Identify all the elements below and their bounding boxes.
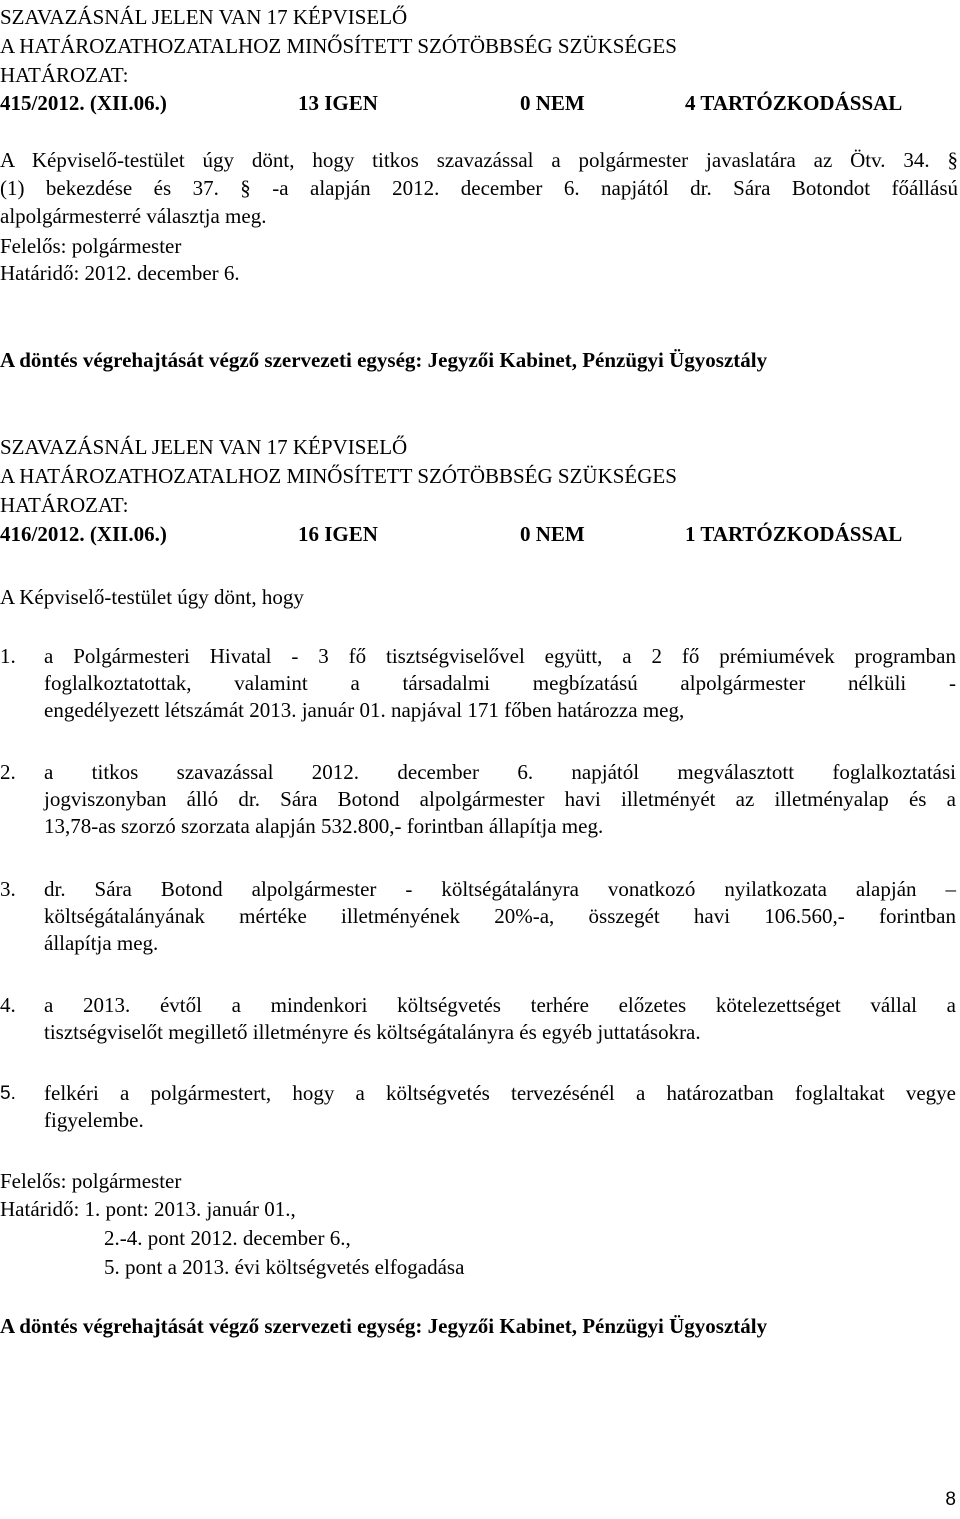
section2-resolution-number: 416/2012. (XII.06.) — [0, 522, 167, 546]
list-item-line: 13,78-as szorzó szorzata alapján 532.800,- forintban állapítja meg. — [44, 814, 604, 838]
list-item-line: a titkos szavazással 2012. december 6. napjától megválasztott foglalkoztatási — [44, 760, 956, 784]
section2-header-line2: A HATÁROZATHOZATALHOZ MINŐSÍTETT SZÓTÖBBSÉG SZÜKSÉGES — [0, 464, 677, 488]
list-item-line: engedélyezett létszámát 2013. január 01. napjával 171 főben határozza meg, — [44, 698, 685, 722]
list-item-line: felkéri a polgármestert, hogy a költségvetés tervezésénél a határozatban foglaltakat vegye — [44, 1081, 956, 1105]
section1-header-line1: SZAVAZÁSNÁL JELEN VAN 17 KÉPVISELŐ — [0, 5, 408, 29]
section2-header-line1: SZAVAZÁSNÁL JELEN VAN 17 KÉPVISELŐ — [0, 435, 408, 459]
section1-votes-abstain: 4 TARTÓZKODÁSSAL — [685, 91, 903, 115]
section1-body-line: alpolgármesterré választja meg. — [0, 204, 267, 228]
section2-votes-no: 0 NEM — [520, 522, 585, 546]
list-item-number: 3. — [0, 877, 16, 901]
list-item-line: jogviszonyban álló dr. Sára Botond alpolgármester havi illetményét az illetményalap és a — [44, 787, 956, 811]
section2-header-line3: HATÁROZAT: — [0, 493, 129, 517]
section2-deadline-line1: Határidő: 1. pont: 2013. január 01., — [0, 1197, 296, 1221]
section1-resolution-number: 415/2012. (XII.06.) — [0, 91, 167, 115]
section2-responsible: Felelős: polgármester — [0, 1169, 182, 1193]
list-item-line: figyelembe. — [44, 1108, 144, 1132]
section2-votes-yes: 16 IGEN — [298, 522, 378, 546]
list-item-number: 4. — [0, 993, 16, 1017]
section1-deadline: Határidő: 2012. december 6. — [0, 261, 240, 285]
section1-votes-no: 0 NEM — [520, 91, 585, 115]
section2-executor: A döntés végrehajtását végző szervezeti egység: Jegyzői Kabinet, Pénzügyi Ügyosztály — [0, 1314, 768, 1338]
section1-responsible: Felelős: polgármester — [0, 234, 182, 258]
list-item-line: foglalkoztatottak, valamint a társadalmi megbízatású alpolgármester nélküli - — [44, 671, 956, 695]
section1-header-line3: HATÁROZAT: — [0, 63, 129, 87]
list-item-line: a 2013. évtől a mindenkori költségvetés terhére előzetes kötelezettséget vállal a — [44, 993, 956, 1017]
section2-intro: A Képviselő-testület úgy dönt, hogy — [0, 585, 304, 609]
section2-votes-abstain: 1 TARTÓZKODÁSSAL — [685, 522, 903, 546]
section1-executor: A döntés végrehajtását végző szervezeti egység: Jegyzői Kabinet, Pénzügyi Ügyosztály — [0, 348, 768, 372]
list-item-number: 5. — [0, 1083, 16, 1104]
section2-deadline-line2: 2.-4. pont 2012. december 6., — [104, 1226, 351, 1250]
list-item-line: a Polgármesteri Hivatal - 3 fő tisztségviselővel együtt, a 2 fő prémiumévek programban — [44, 644, 956, 668]
list-item-line: költségátalányának mértéke illetményének 20%-a, összegét havi 106.560,- forintban — [44, 904, 956, 928]
list-item-line: tisztségviselőt megillető illetményre és költségátalányra és egyéb juttatásokra. — [44, 1020, 701, 1044]
list-item-line: dr. Sára Botond alpolgármester - költségátalányra vonatkozó nyilatkozata alapján – — [44, 877, 956, 901]
section2-deadline-line3: 5. pont a 2013. évi költségvetés elfogadása — [104, 1255, 465, 1279]
list-item-number: 2. — [0, 760, 16, 784]
page-number: 8 — [945, 1489, 956, 1510]
section1-body-line: A Képviselő-testület úgy dönt, hogy titkos szavazással a polgármester javaslatára az Ötv. 34. § — [0, 148, 958, 172]
list-item-number: 1. — [0, 644, 16, 668]
section1-header-line2: A HATÁROZATHOZATALHOZ MINŐSÍTETT SZÓTÖBBSÉG SZÜKSÉGES — [0, 34, 677, 58]
section1-body-line: (1) bekezdése és 37. § -a alapján 2012. december 6. napjától dr. Sára Botondot főállású — [0, 176, 958, 200]
list-item-line: állapítja meg. — [44, 931, 159, 955]
section1-votes-yes: 13 IGEN — [298, 91, 378, 115]
